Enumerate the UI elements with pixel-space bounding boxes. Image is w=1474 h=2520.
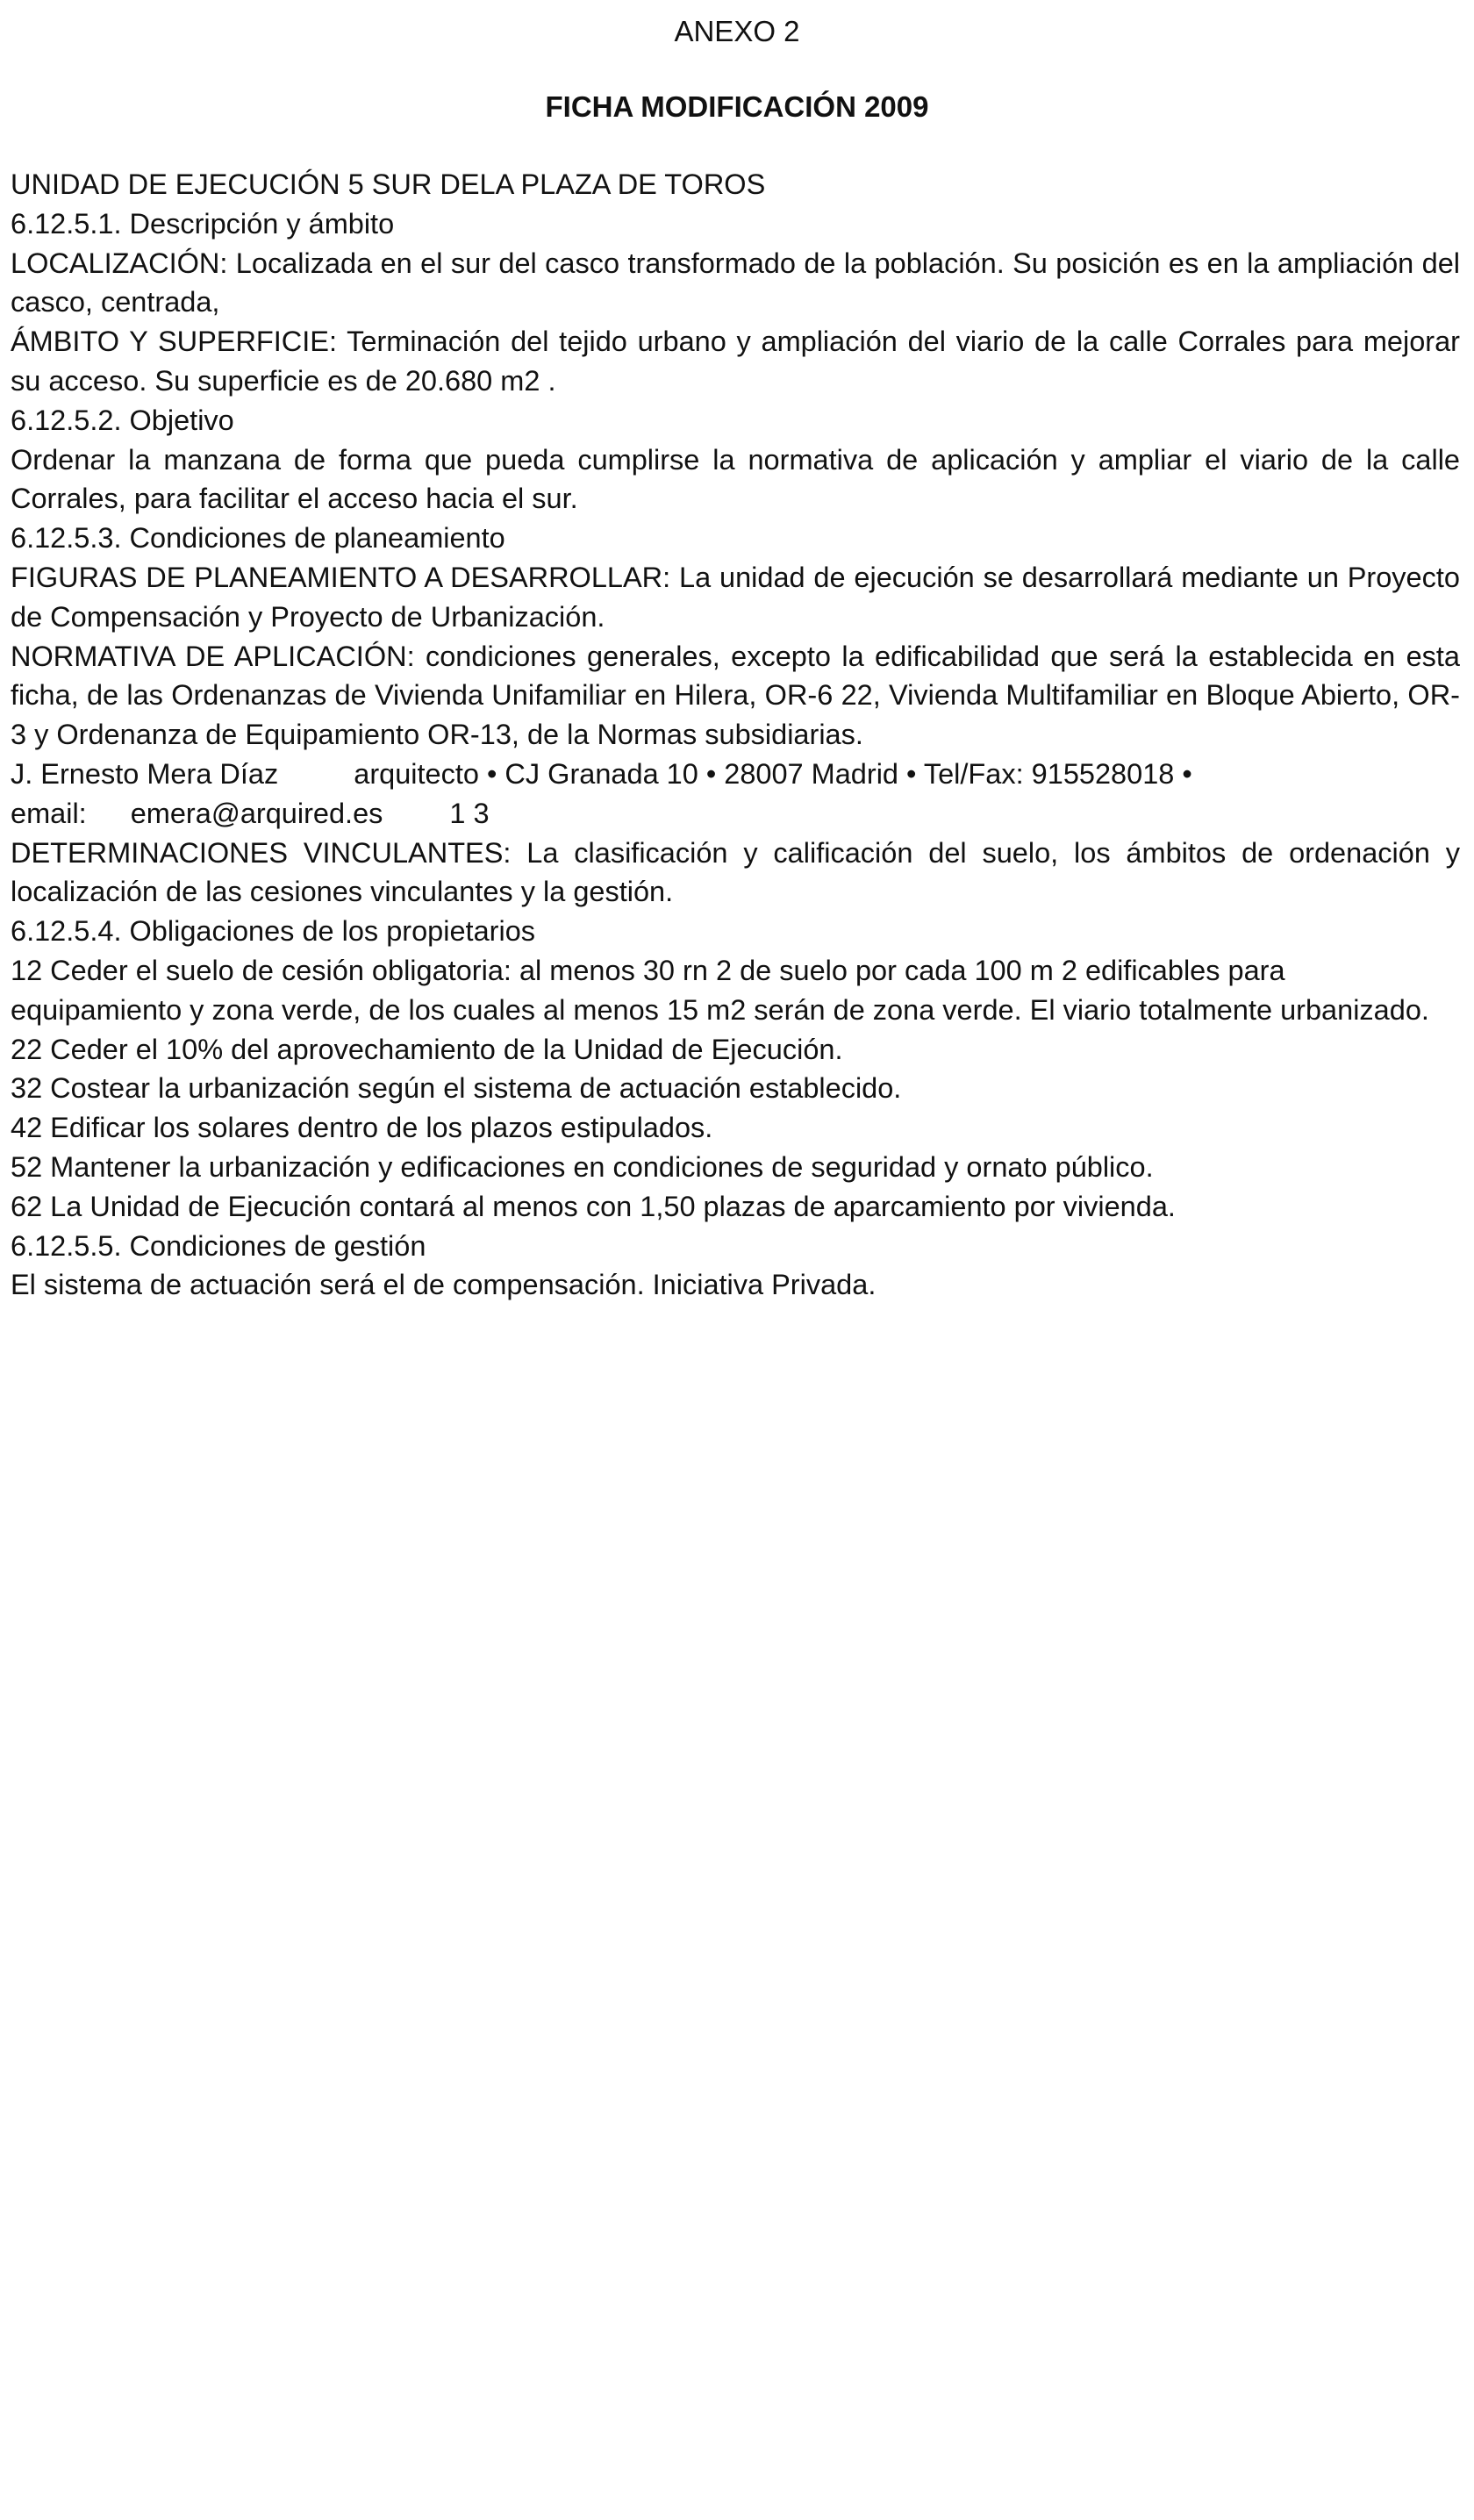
unit-heading: UNIDAD DE EJECUCIÓN 5 SUR DELA PLAZA DE TOROS [11,168,766,200]
author-name: J. Ernesto Mera Díaz [11,757,279,790]
email-address: emera@arquired.es [130,797,383,829]
objetivo-paragraph: Ordenar la manzana de forma que pueda cumplirse la normativa de aplicación y ampliar el viario de la calle Corrales, para facilitar el acceso hacia el sur. [11,443,1460,515]
document-title: FICHA MODIFICACIÓN 2009 [545,90,929,123]
figuras-paragraph: FIGURAS DE PLANEAMIENTO A DESARROLLAR: La unidad de ejecución se desarrollará mediante un Proyecto de Compensación y Proyecto de Urbanización. [11,561,1460,633]
gestion-paragraph: El sistema de actuación será el de compensación. Iniciativa Privada. [11,1269,877,1301]
document-body [11,165,1460,1305]
section-heading-management: 6.12.5.5. Condiciones de gestión [11,1229,426,1262]
email-line [11,794,1460,834]
annex-label: ANEXO 2 [674,15,800,47]
localizacion-paragraph: LOCALIZACIÓN: Localizada en el sur del casco transformado de la población. Su posición es en la ampliación del casco, centrada, [11,247,1460,319]
section-heading-planning: 6.12.5.3. Condiciones de planeamiento [11,522,505,555]
obligation-item: 52 Mantener la urbanización y edificaciones en condiciones de seguridad y ornato público. [11,1150,1154,1183]
section-heading-objective: 6.12.5.2. Objetivo [11,404,234,436]
section-heading-description: 6.12.5.1. Descripción y ámbito [11,207,395,240]
determinaciones-paragraph: DETERMINACIONES VINCULANTES: La clasificación y calificación del suelo, los ámbitos de ordenación y localización de las cesiones vinculantes y la gestión. [11,836,1460,908]
page-reference: 1 3 [449,797,490,829]
obligation-item: 12 Ceder el suelo de cesión obligatoria: al menos 30 rn 2 de suelo por cada 100 m 2 edificables para equipamiento y zona verde, de los cuales al menos 15 m2 serán de zona verde. El viario totalmente urbanizado. [11,954,1429,1026]
author-details: arquitecto • CJ Granada 10 • 28007 Madrid • Tel/Fax: 915528018 • [354,757,1192,790]
obligation-item: 42 Edificar los solares dentro de los plazos estipulados. [11,1112,713,1144]
obligation-item: 62 La Unidad de Ejecución contará al menos con 1,50 plazas de aparcamiento por vivienda. [11,1190,1176,1222]
obligation-item: 22 Ceder el 10% del aprovechamiento de la Unidad de Ejecución. [11,1033,843,1065]
section-heading-obligations: 6.12.5.4. Obligaciones de los propietarios [11,915,536,948]
normativa-paragraph: NORMATIVA DE APLICACIÓN: condiciones generales, excepto la edificabilidad que será la establecida en esta ficha, de las Ordenanzas de Vivienda Unifamiliar en Hilera, OR-6 22, Vivienda Multifamiliar en Bloque Abierto, OR-3 y Ordenanza de Equipamiento OR-13, de la Normas subsidiarias. [11,640,1460,751]
obligation-item: 32 Costear la urbanización según el sistema de actuación establecido. [11,1072,902,1105]
ambito-paragraph: ÁMBITO Y SUPERFICIE: Terminación del tejido urbano y ampliación del viario de la calle Corrales para mejorar su acceso. Su superficie es de 20.680 m2 . [11,326,1460,397]
author-line [11,755,1460,794]
email-label: email: [11,797,87,829]
